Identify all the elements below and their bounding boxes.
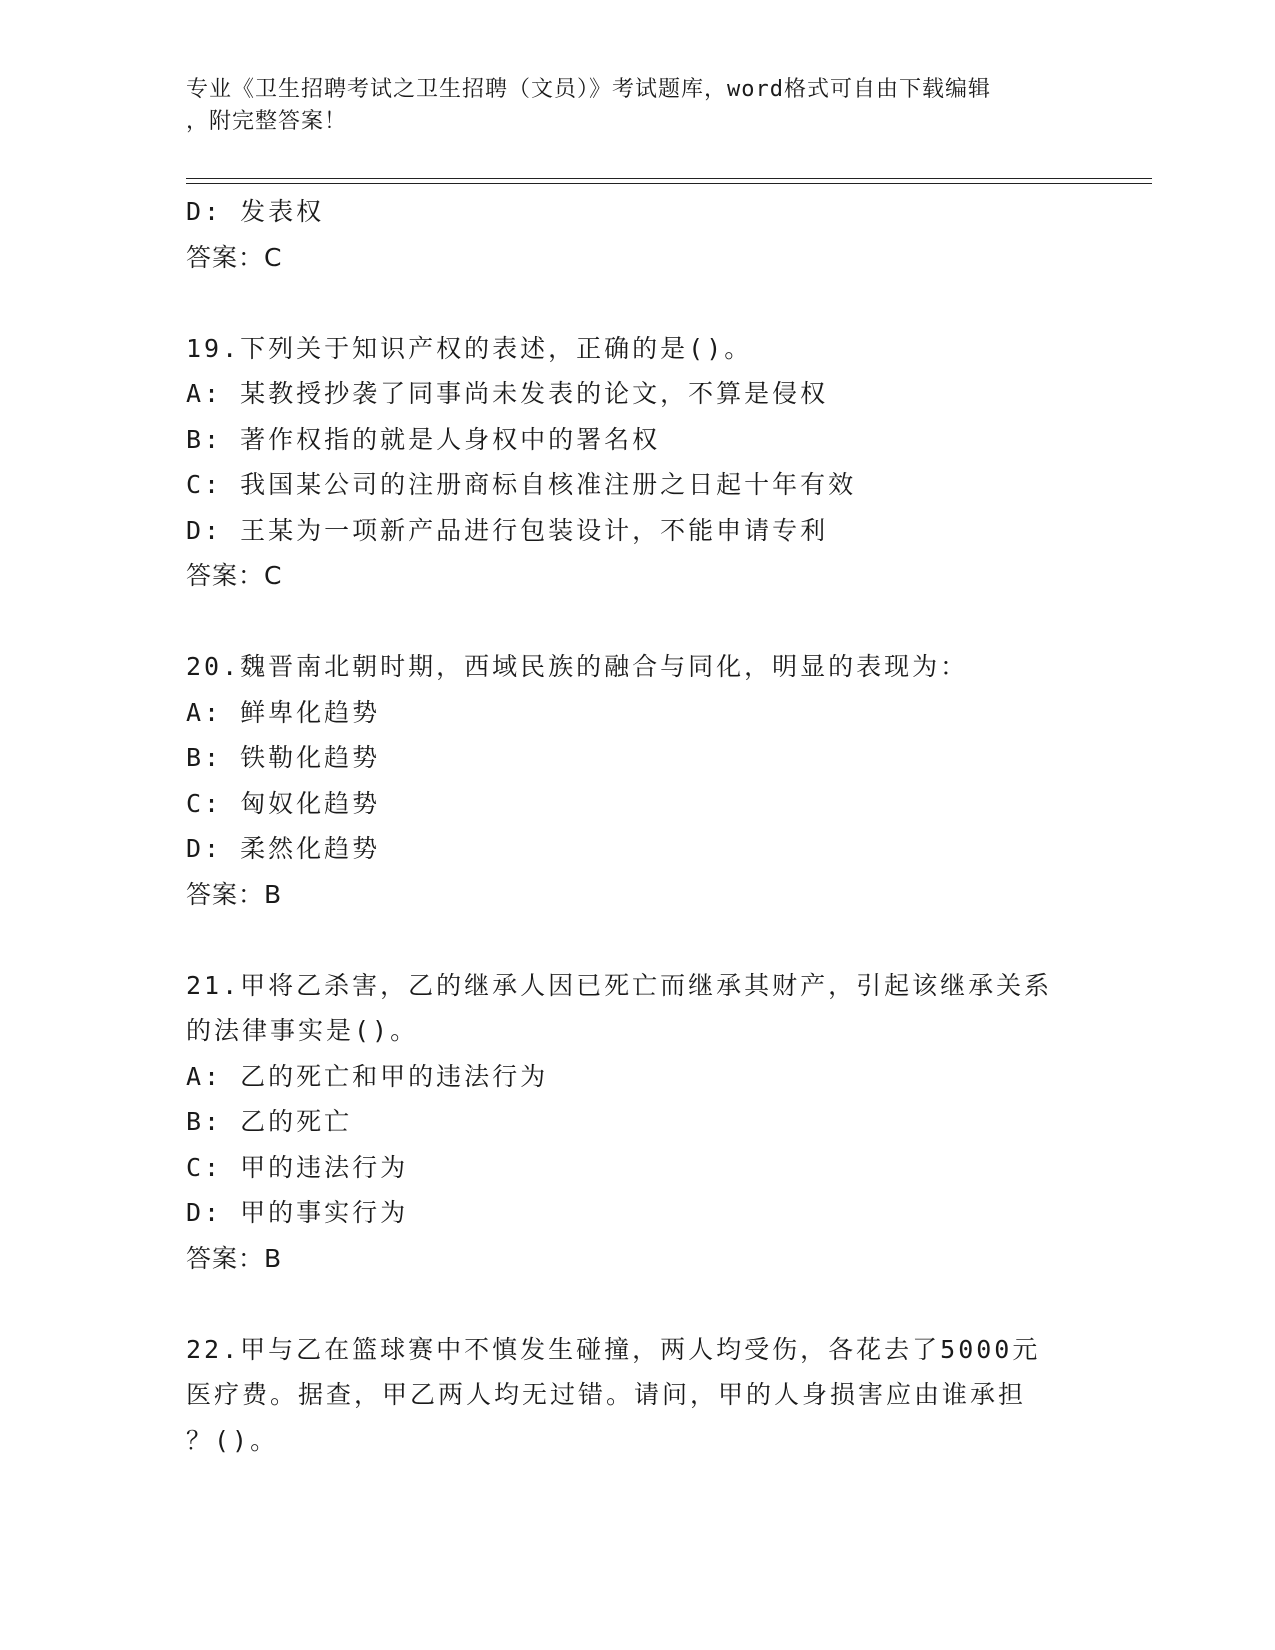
answer: 答案：C <box>186 561 283 590</box>
header-divider-top <box>186 178 1152 179</box>
question-19 <box>186 326 1086 599</box>
option-c: C: 甲的违法行为 <box>186 1152 409 1182</box>
carry-over-option-d: D: 发表权 <box>186 197 325 226</box>
question-21 <box>186 963 1086 1282</box>
question-22 <box>186 1327 1086 1464</box>
option-a: A: 乙的死亡和甲的违法行为 <box>186 1061 549 1091</box>
option-d: D: 王某为一项新产品进行包装设计，不能申请专利 <box>186 515 829 545</box>
question-stem-line-3: ？()。 <box>186 1425 279 1455</box>
header-divider-bottom <box>186 183 1152 184</box>
option-b: B: 著作权指的就是人身权中的署名权 <box>186 424 661 454</box>
carry-over-answer: 答案：C <box>186 242 283 272</box>
answer: 答案：B <box>186 879 283 909</box>
header-line-1: 专业《卫生招聘考试之卫生招聘（文员）》考试题库，word格式可自由下载编辑 <box>186 77 991 102</box>
option-b: B: 乙的死亡 <box>186 1107 353 1136</box>
question-stem-line-2: 医疗费。据查，甲乙两人均无过错。请问，甲的人身损害应由谁承担 <box>186 1380 1027 1409</box>
option-d: D: 甲的事实行为 <box>186 1198 409 1227</box>
option-b: B: 铁勒化趋势 <box>186 743 381 772</box>
question-stem: 20.魏晋南北朝时期，西域民族的融合与同化，明显的表现为： <box>186 652 969 681</box>
option-d: D: 柔然化趋势 <box>186 834 381 863</box>
question-stem: 19.下列关于知识产权的表述，正确的是()。 <box>186 333 753 363</box>
option-a: A: 某教授抄袭了同事尚未发表的论文，不算是侵权 <box>186 379 829 408</box>
question-stem-line-2: 的法律事实是()。 <box>186 1016 419 1045</box>
option-c: C: 我国某公司的注册商标自核准注册之日起十年有效 <box>186 470 857 499</box>
question-20 <box>186 644 1086 917</box>
option-c: C: 匈奴化趋势 <box>186 788 381 818</box>
option-a: A: 鲜卑化趋势 <box>186 697 381 727</box>
document-header <box>186 74 1086 138</box>
answer: 答案：B <box>186 1243 283 1273</box>
question-stem-line-1: 21.甲将乙杀害，乙的继承人因已死亡而继承其财产，引起该继承关系 <box>186 970 1053 1000</box>
question-stem-line-1: 22.甲与乙在篮球赛中不慎发生碰撞，两人均受伤，各花去了5000元 <box>186 1334 1041 1364</box>
question-content <box>186 189 1086 1463</box>
header-line-2: ，附完整答案！ <box>186 109 348 134</box>
